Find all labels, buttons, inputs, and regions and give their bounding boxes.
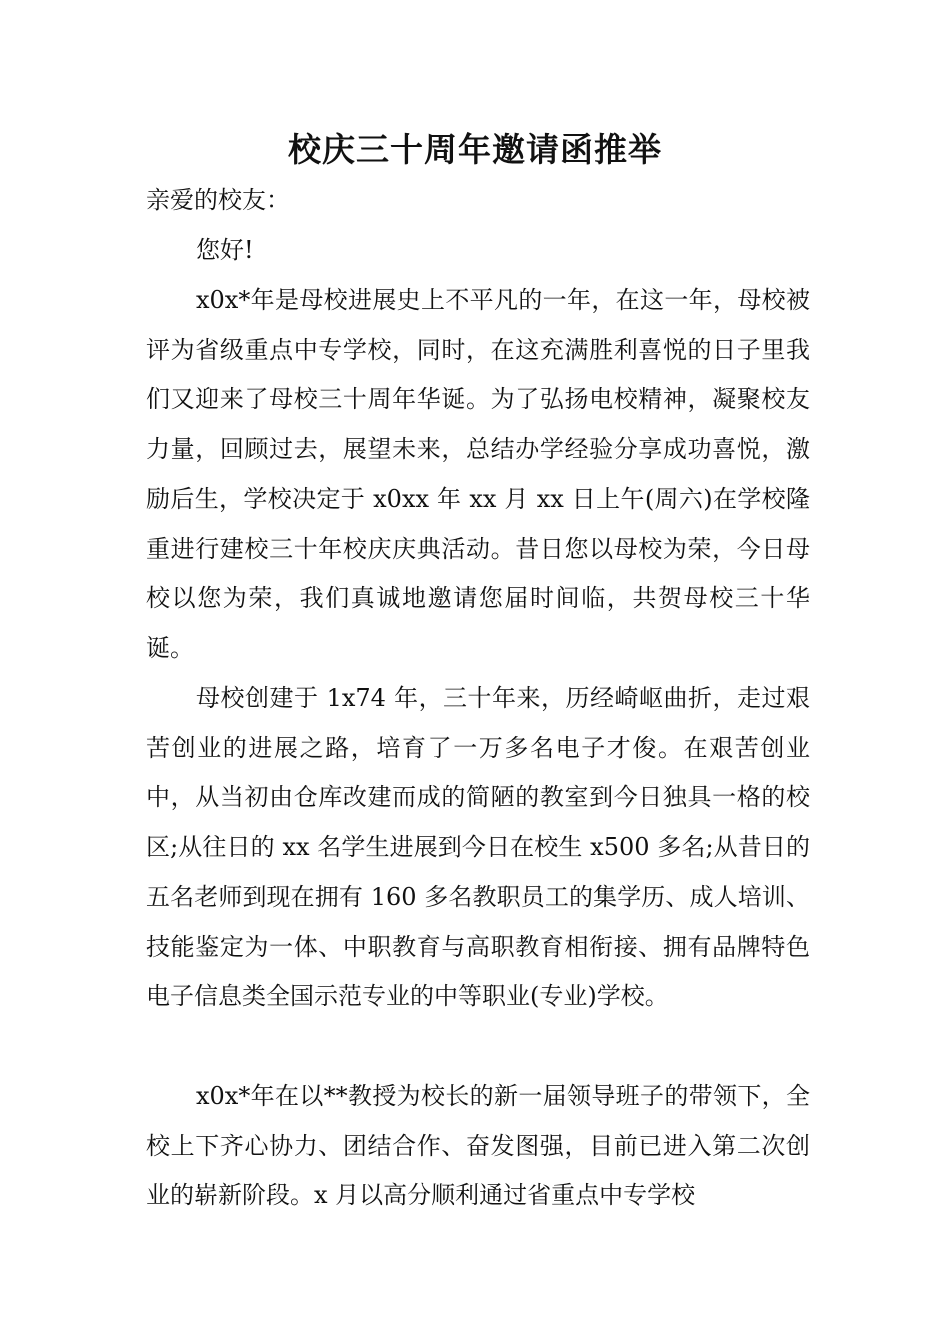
body-paragraph-3: x0x*年在以**教授为校长的新一届领导班子的带领下，全校上下齐心协力、团结合作、奋发图强，目前已进入第二次创业的崭新阶段。x 月以高分顺利通过省重点中专学校 [146, 1082, 810, 1210]
greeting: 您好! [196, 236, 254, 264]
document-title: 校庆三十周年邀请函推举 [288, 130, 662, 169]
body-paragraph-2: 母校创建于 1x74 年，三十年来，历经崎岖曲折，走过艰苦创业的进展之路，培育了一万多名电子才俊。在艰苦创业中，从当初由仓库改建而成的简陋的教室到今日独具一格的校区;从往日的 xx 名学生进展到今日在校生 x500 多名;从昔日的五名老师到现在拥有 160 多名教职员工的集学历、成人培训、技能鉴定为一体、中职教育与高职教育相衔接、拥有品牌特色电子信息类全国示范专业的中等职业(专业)学校。 [146, 684, 810, 1011]
salutation: 亲爱的校友： [146, 186, 290, 214]
body-paragraph-1: x0x*年是母校进展史上不平凡的一年，在这一年，母校被评为省级重点中专学校，同时，在这充满胜利喜悦的日子里我们又迎来了母校三十周年华诞。为了弘扬电校精神，凝聚校友力量，回顾过去，展望未来，总结办学经验分享成功喜悦，激励后生，学校决定于 x0xx 年 xx 月 xx 日上午(周六)在学校隆重进行建校三十年校庆庆典活动。昔日您以母校为荣，今日母校以您为荣，我们真诚地邀请您届时间临，共贺母校三十华诞。 [146, 286, 810, 662]
